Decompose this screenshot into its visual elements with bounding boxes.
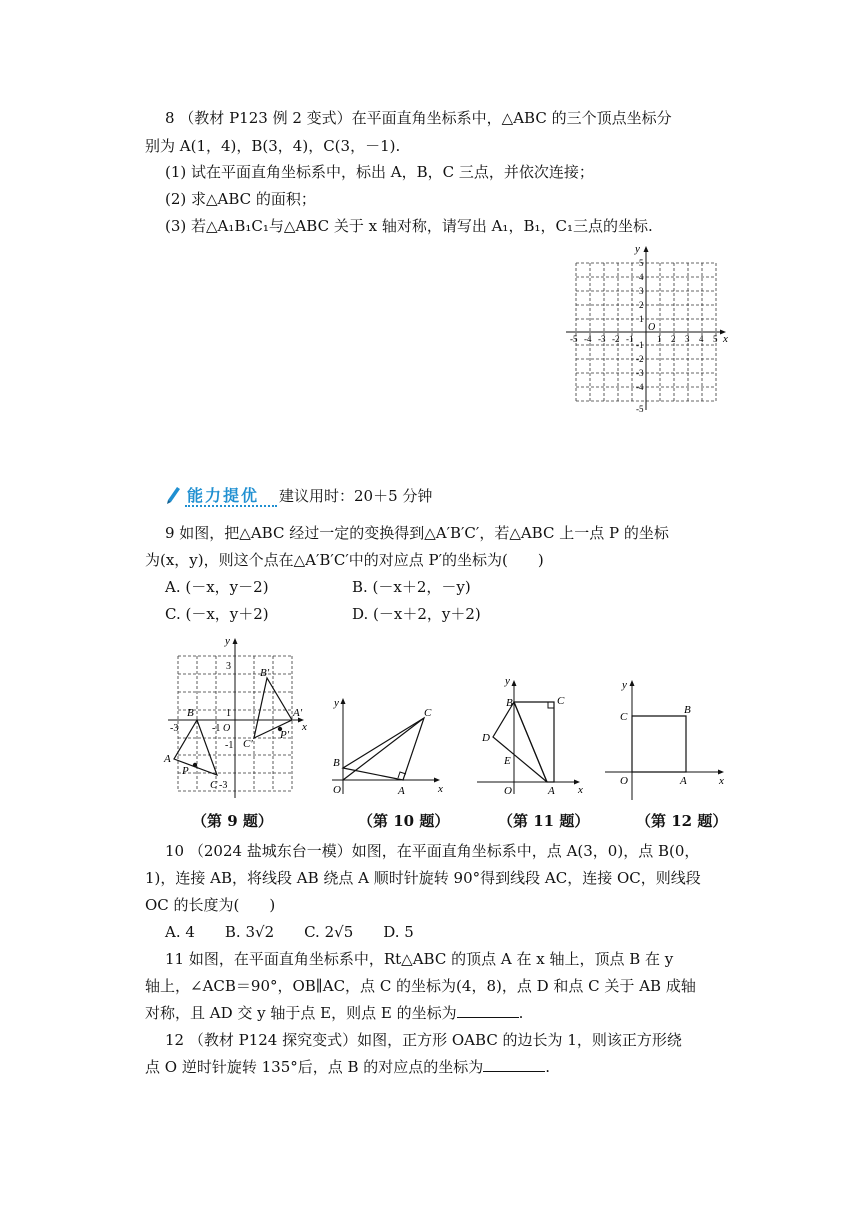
grid-x-label: x	[723, 333, 728, 345]
q8-line-2: 别为 A(1，4)，B(3，4)，C(3，－1).	[145, 137, 401, 155]
figure-9-caption: （第 9 题）	[192, 812, 273, 830]
triangle-abd	[493, 702, 547, 782]
q11-line-3-end: .	[518, 1004, 524, 1022]
svg-text:-3: -3	[219, 780, 228, 791]
figure-12	[602, 676, 732, 802]
figure-11	[474, 676, 586, 802]
figure-9-svg	[162, 634, 312, 802]
y-tick: 4	[639, 272, 644, 282]
y-tick: -2	[636, 354, 644, 364]
svg-text:1: 1	[226, 708, 231, 719]
q8-part-3: (3) 若△A₁B₁C₁与△ABC 关于 x 轴对称，请写出 A₁，B₁，C₁三点的坐标.	[165, 217, 653, 235]
svg-text:C: C	[557, 695, 565, 707]
y-tick: -5	[636, 404, 644, 414]
svg-text:C: C	[210, 779, 218, 791]
grid-y-label: y	[635, 243, 640, 255]
y-tick: 5	[639, 258, 644, 268]
q9-option-c: C. (－x，y＋2)	[165, 605, 269, 623]
svg-text:B: B	[333, 757, 340, 769]
y-tick: -4	[636, 382, 644, 392]
q10-line-3: OC 的长度为( )	[145, 896, 276, 914]
q11-line-3	[145, 1003, 523, 1023]
q12-line-2-end: .	[545, 1058, 551, 1076]
svg-text:A: A	[548, 785, 555, 797]
svg-text:y: y	[334, 697, 339, 709]
svg-text:O: O	[504, 785, 512, 797]
svg-text:3: 3	[226, 661, 231, 672]
square-oabc	[632, 716, 686, 772]
section-title-underline	[185, 505, 277, 507]
x-tick: 1	[657, 334, 662, 344]
q12-line-2-text: 点 O 逆时针旋转 135°后，点 B 的对应点的坐标为	[145, 1058, 484, 1076]
svg-text:P′: P′	[280, 729, 290, 741]
q12-line-1: 12 （教材 P124 探究变式）如图，正方形 OABC 的边长为 1，则该正方形绕	[165, 1031, 682, 1049]
svg-text:C: C	[620, 711, 628, 723]
q9-line-2: 为(x，y)，则这个点在△A′B′C′中的对应点 P′的坐标为( )	[145, 551, 544, 569]
y-tick: 2	[639, 300, 644, 310]
grid-y-tick-labels	[636, 258, 644, 414]
svg-text:y: y	[622, 679, 627, 691]
svg-text:y: y	[505, 676, 510, 687]
svg-text:O: O	[223, 723, 231, 734]
figure-10	[328, 694, 446, 802]
q8-line-1: 8 （教材 P123 例 2 变式）在平面直角坐标系中，△ABC 的三个顶点坐标分	[165, 109, 672, 127]
q9-option-b: B. (－x＋2，－y)	[352, 578, 471, 596]
point-p	[193, 763, 197, 767]
grid-x-tick-labels	[570, 334, 718, 344]
svg-text:B′: B′	[260, 667, 270, 679]
figure-10-svg	[328, 694, 446, 802]
svg-text:O: O	[620, 775, 628, 787]
q9-line-1: 9 如图，把△ABC 经过一定的变换得到△A′B′C′，若△ABC 上一点 P 的坐标	[165, 524, 669, 542]
section-title: 能力提优	[187, 486, 260, 505]
y-tick: -1	[636, 340, 644, 350]
y-tick: -3	[636, 368, 644, 378]
figure-11-caption: （第 11 题）	[498, 812, 590, 830]
figure-9	[162, 634, 312, 802]
q9-option-d: D. (－x＋2，y＋2)	[352, 605, 481, 623]
q11-answer-blank[interactable]	[457, 1003, 519, 1018]
coordinate-grid-svg	[560, 238, 735, 418]
y-tick: 1	[639, 314, 644, 324]
q11-line-3-text: 对称，且 AD 交 y 轴于点 E，则点 E 的坐标为	[145, 1004, 457, 1022]
figure-12-svg	[602, 676, 732, 802]
svg-text:B: B	[684, 704, 691, 716]
pencil-icon	[165, 484, 183, 508]
x-tick: 3	[685, 334, 690, 344]
x-tick: 2	[671, 334, 676, 344]
q12-answer-blank[interactable]	[483, 1057, 545, 1072]
svg-text:x: x	[302, 721, 307, 733]
x-tick: 4	[699, 334, 704, 344]
q8-part-2: (2) 求△ABC 的面积；	[165, 190, 316, 208]
svg-text:B: B	[506, 697, 513, 709]
coordinate-grid-figure	[560, 238, 735, 418]
figure-12-caption: （第 12 题）	[636, 812, 728, 830]
x-tick: 5	[713, 334, 718, 344]
q11-line-1: 11 如图，在平面直角坐标系中，Rt△ABC 的顶点 A 在 x 轴上，顶点 B 在 y	[165, 950, 674, 968]
q10-line-1: 10 （2024 盐城东台一模）如图，在平面直角坐标系中，点 A(3，0)，点 B(0，	[165, 842, 700, 860]
svg-text:y: y	[225, 635, 230, 647]
svg-text:A′: A′	[293, 707, 303, 719]
svg-text:-1: -1	[225, 740, 234, 751]
svg-text:D: D	[482, 732, 490, 744]
svg-text:C: C	[424, 707, 432, 719]
triangle-abc	[514, 702, 554, 782]
q12-line-2	[145, 1057, 550, 1077]
q8-part-1: (1) 试在平面直角坐标系中，标出 A，B，C 三点，并依次连接；	[165, 163, 594, 181]
y-axis-arrow	[644, 246, 649, 252]
section-time-note: 建议用时：20＋5 分钟	[279, 487, 433, 505]
svg-text:x: x	[719, 775, 724, 787]
svg-text:C′: C′	[243, 738, 253, 750]
svg-text:x: x	[438, 783, 443, 795]
grid-origin-label: O	[648, 322, 656, 333]
figure-10-caption: （第 10 题）	[358, 812, 450, 830]
y-tick: 3	[639, 286, 644, 296]
svg-text:x: x	[578, 784, 583, 796]
x-tick: -4	[584, 334, 592, 344]
segment-oc	[343, 718, 424, 780]
x-tick: -1	[626, 334, 634, 344]
x-tick: -2	[612, 334, 620, 344]
svg-text:B: B	[187, 707, 194, 719]
svg-text:A: A	[680, 775, 687, 787]
svg-text:E: E	[504, 755, 511, 767]
svg-text:O: O	[333, 784, 341, 796]
svg-text:-1: -1	[212, 723, 221, 734]
q10-line-2: 1)，连接 AB，将线段 AB 绕点 A 顺时针旋转 90°得到线段 AC，连接 OC，则线段	[145, 869, 701, 887]
q10-options: A. 4 B. 3√2 C. 2√5 D. 5	[165, 923, 414, 941]
svg-text:P: P	[182, 765, 189, 777]
svg-text:A: A	[398, 785, 405, 797]
q9-option-a: A. (－x，y－2)	[165, 578, 269, 596]
x-tick: -5	[570, 334, 578, 344]
svg-text:-3: -3	[170, 723, 179, 734]
figure-11-svg	[474, 676, 586, 802]
q11-line-2: 轴上，∠ACB＝90°，OB∥AC，点 C 的坐标为(4，8)，点 D 和点 C 关于 AB 成轴	[145, 977, 696, 995]
svg-text:A: A	[164, 753, 171, 765]
x-tick: -3	[598, 334, 606, 344]
